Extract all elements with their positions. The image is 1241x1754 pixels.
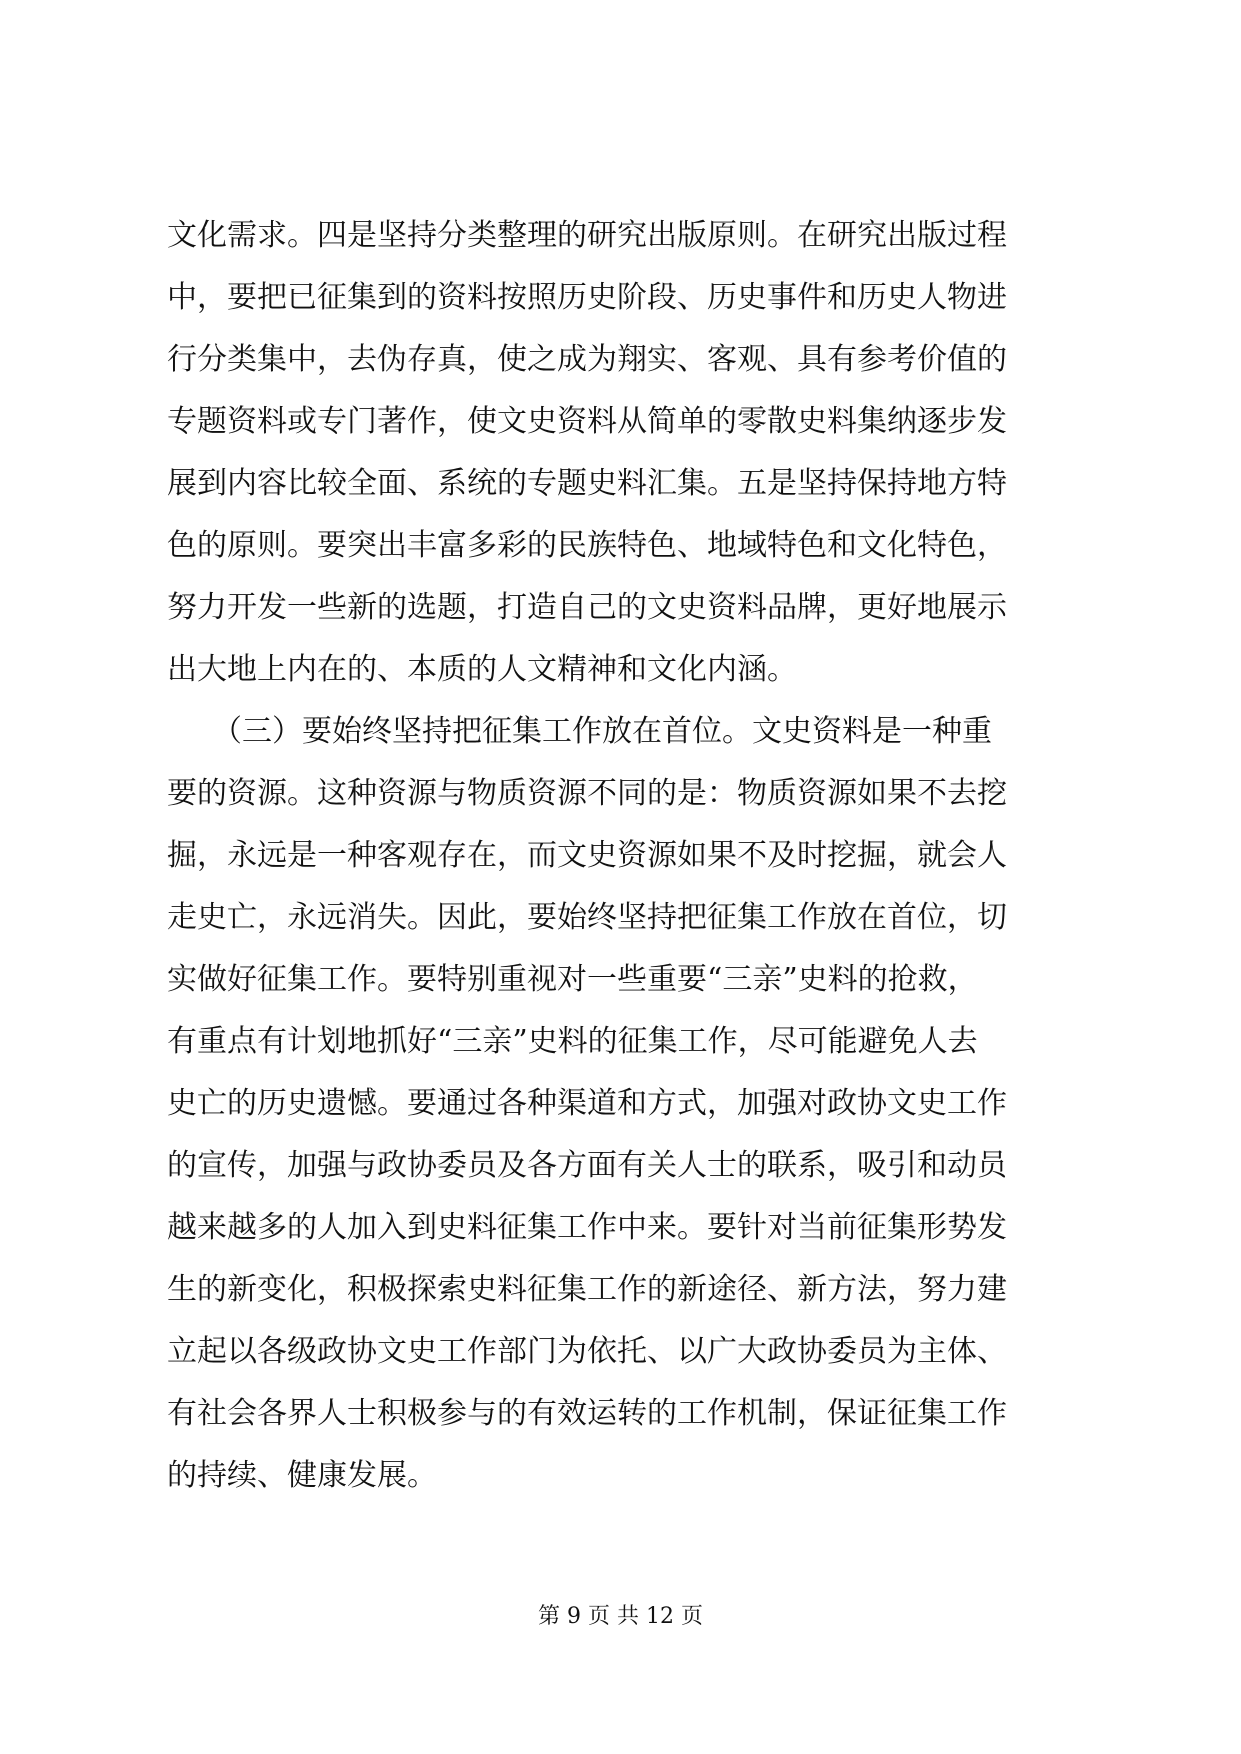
text-line: 的宣传，加强与政协委员及各方面有关人士的联系，吸引和动员 bbox=[167, 1148, 1007, 1183]
text-line: 生的新变化，积极探索史料征集工作的新途径、新方法，努力建 bbox=[167, 1272, 1007, 1307]
text-line: 史亡的历史遗憾。要通过各种渠道和方式，加强对政协文史工作 bbox=[167, 1086, 1007, 1121]
text-line: 走史亡，永远消失。因此，要始终坚持把征集工作放在首位，切 bbox=[167, 900, 1007, 935]
text-line: 越来越多的人加入到史料征集工作中来。要针对当前征集形势发 bbox=[167, 1210, 1007, 1245]
text-line: 努力开发一些新的选题，打造自己的文史资料品牌，更好地展示 bbox=[167, 590, 1007, 625]
text-line: 有重点有计划地抓好“三亲”史料的征集工作，尽可能避免人去 bbox=[167, 1024, 978, 1059]
text-line: 行分类集中，去伪存真，使之成为翔实、客观、具有参考价值的 bbox=[167, 342, 1007, 377]
text-line: 出大地上内在的、本质的人文精神和文化内涵。 bbox=[167, 652, 797, 687]
body-text bbox=[167, 205, 1082, 1507]
text-line: 色的原则。要突出丰富多彩的民族特色、地域特色和文化特色， bbox=[167, 528, 1007, 563]
text-line: 要的资源。这种资源与物质资源不同的是：物质资源如果不去挖 bbox=[167, 776, 1007, 811]
text-line: （三）要始终坚持把征集工作放在首位。文史资料是一种重 bbox=[167, 714, 992, 749]
text-line: 的持续、健康发展。 bbox=[167, 1458, 437, 1493]
text-line: 中，要把已征集到的资料按照历史阶段、历史事件和历史人物进 bbox=[167, 280, 1007, 315]
text-line: 专题资料或专门著作，使文史资料从简单的零散史料集纳逐步发 bbox=[167, 404, 1007, 439]
page-footer: 第 9 页 共 12 页 bbox=[538, 1604, 703, 1629]
text-line: 展到内容比较全面、系统的专题史料汇集。五是坚持保持地方特 bbox=[167, 466, 1007, 501]
text-line: 有社会各界人士积极参与的有效运转的工作机制，保证征集工作 bbox=[167, 1396, 1007, 1431]
text-line: 立起以各级政协文史工作部门为依托、以广大政协委员为主体、 bbox=[167, 1334, 1007, 1369]
text-line: 掘，永远是一种客观存在，而文史资源如果不及时挖掘，就会人 bbox=[167, 838, 1007, 873]
text-line: 文化需求。四是坚持分类整理的研究出版原则。在研究出版过程 bbox=[167, 218, 1007, 253]
text-line: 实做好征集工作。要特别重视对一些重要“三亲”史料的抢救， bbox=[167, 962, 978, 997]
